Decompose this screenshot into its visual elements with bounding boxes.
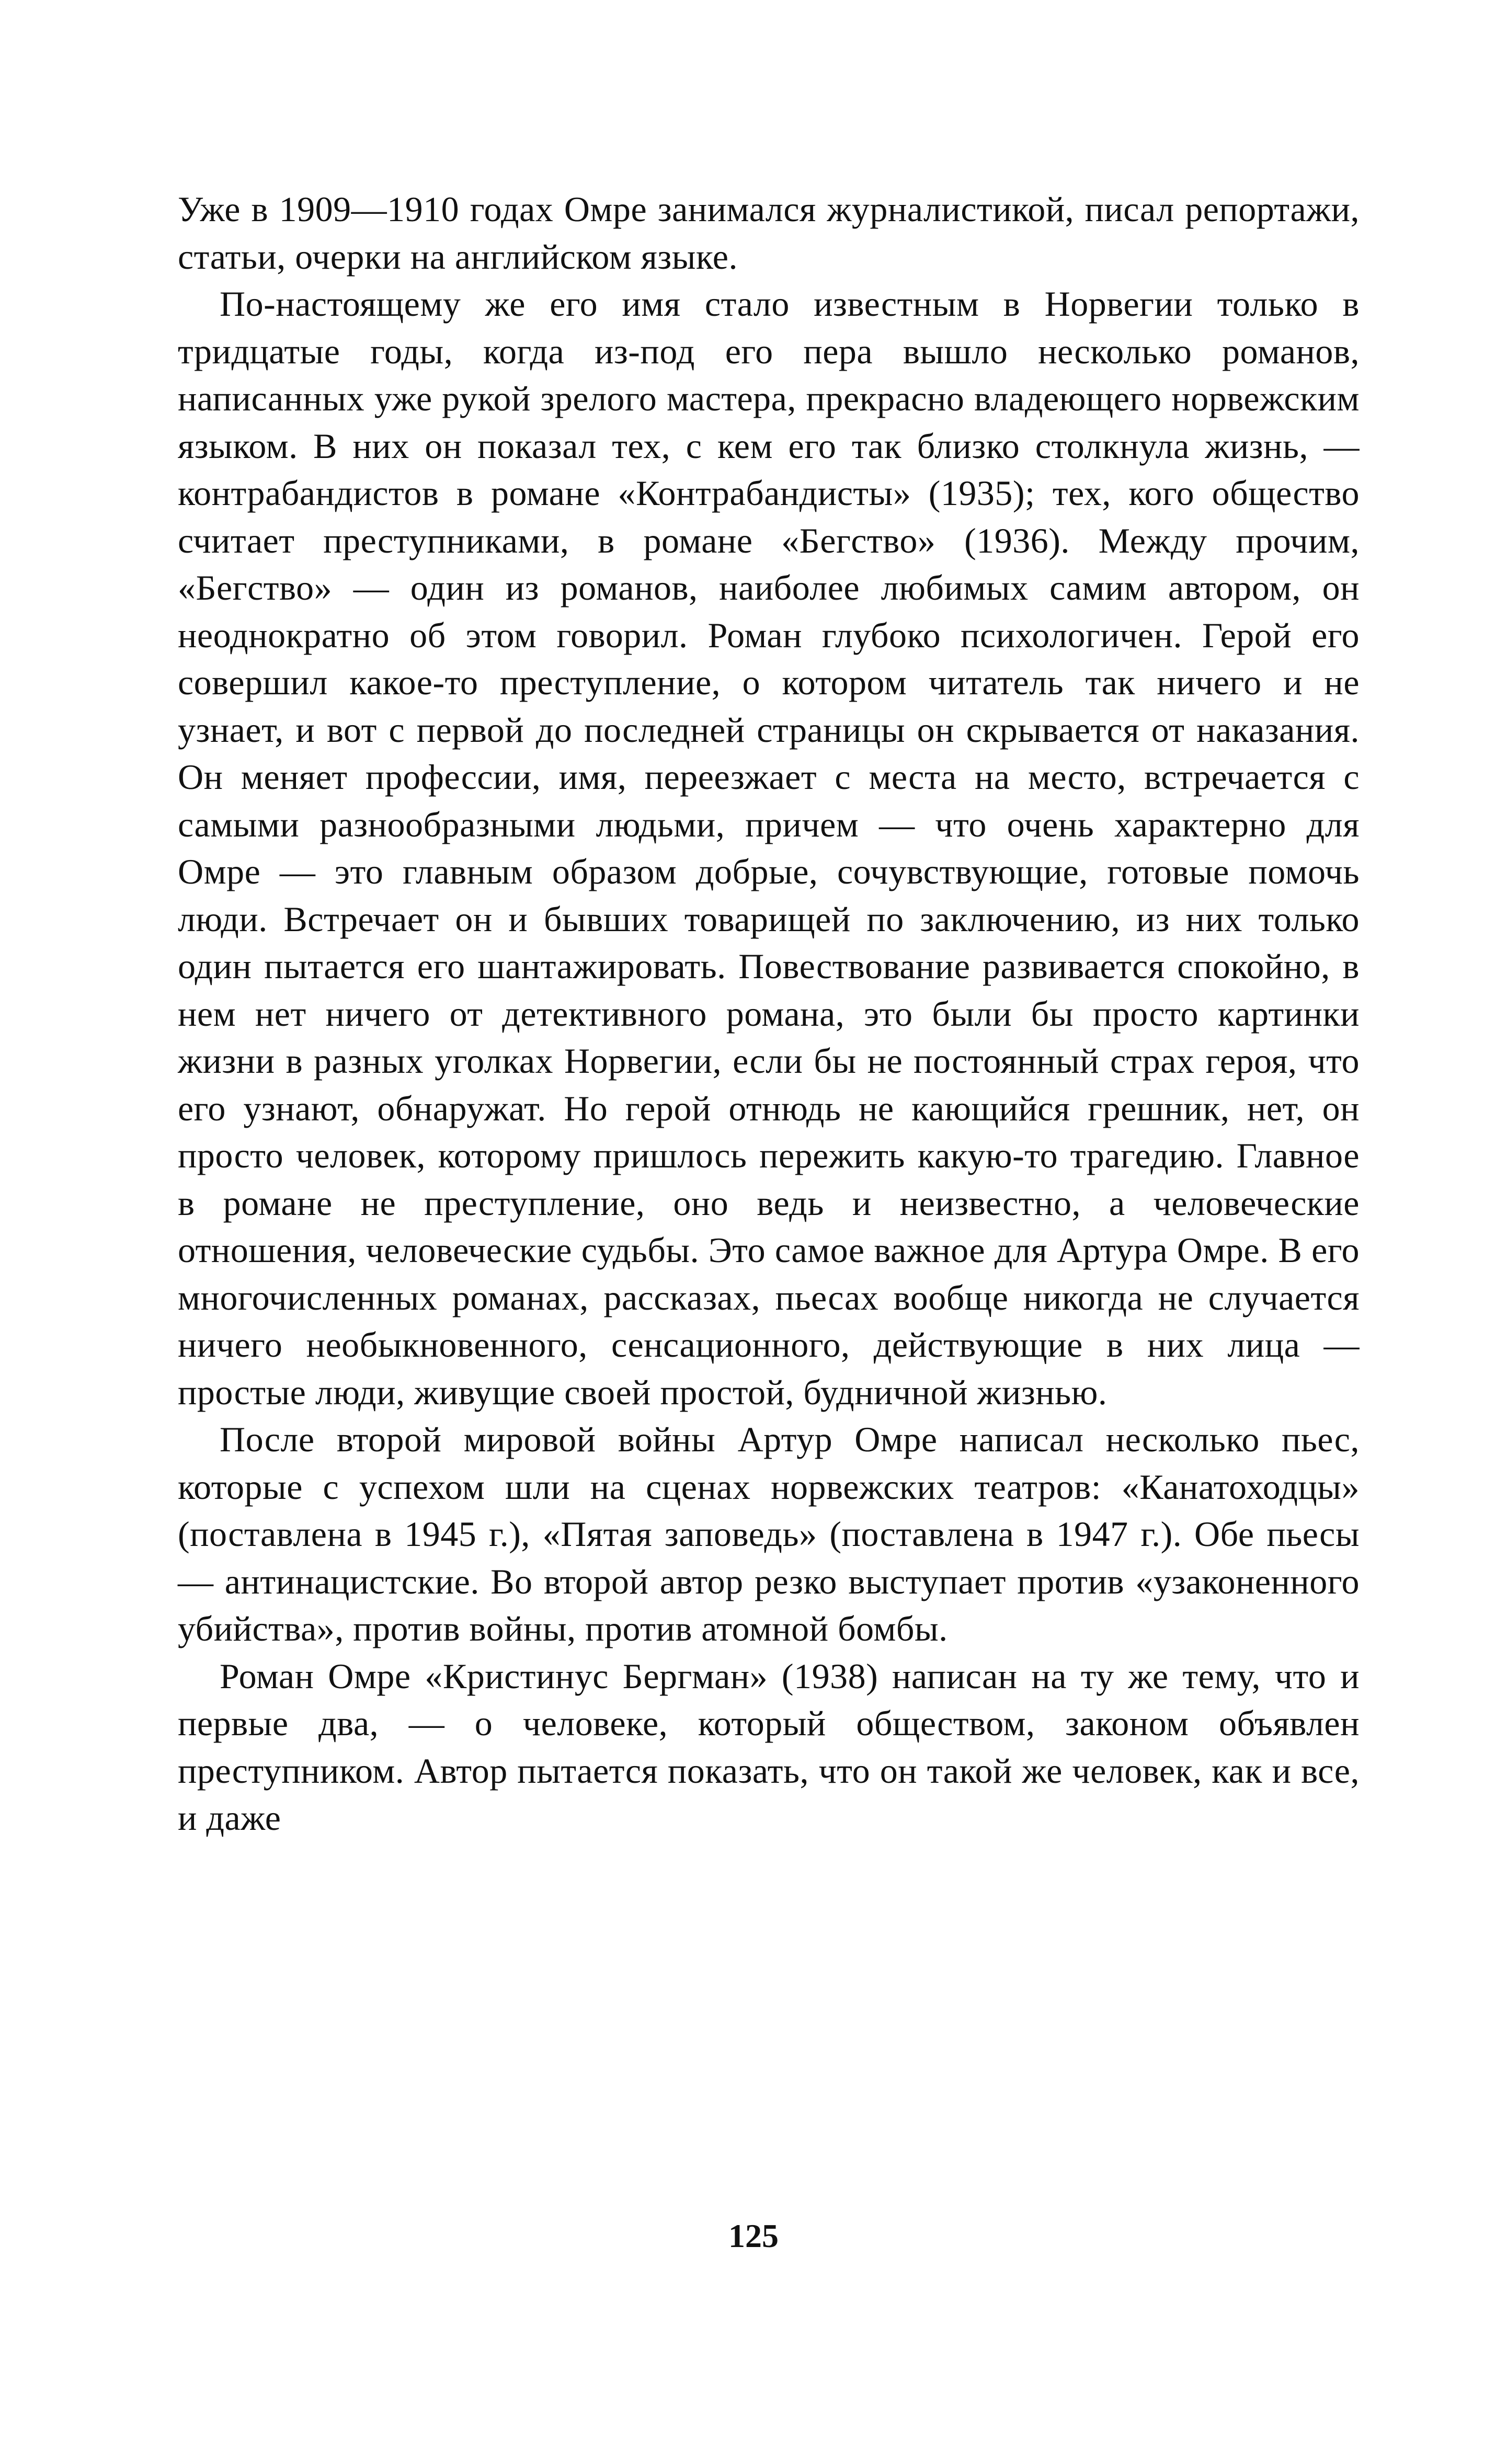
body-text [178, 186, 1360, 1842]
paragraph-1: Уже в 1909—1910 годах Омре занимался журналистикой, писал репортажи, статьи, очерки на английском языке. [178, 189, 1360, 277]
paragraph-3: После второй мировой войны Артур Омре написал несколько пьес, которые с успехом шли на сценах норвежских театров: «Канатоходцы» (поставлена в 1945 г.), «Пятая заповедь» (поставлена в 1947 г.). Обе пьесы — антинацистские. Во второй автор резко выступает против «узаконенного убийства», против войны, против атомной бомбы. [178, 1419, 1360, 1648]
paragraph-4: Роман Омре «Кристинус Бергман» (1938) написан на ту же тему, что и первые два, — о человеке, который обществом, законом объявлен преступником. Автор пытается показать, что он такой же человек, как и все, и даже [178, 1656, 1360, 1838]
page-number: 125 [728, 2217, 779, 2254]
paragraph-2: По-настоящему же его имя стало известным в Норвегии только в тридцатые годы, когда из-под его пера вышло несколько романов, написанных уже рукой зрелого мастера, прекрасно владеющего норвежским языком. В них он показал тех, с кем его так близко столкнула жизнь, — контрабандистов в романе «Контрабандисты» (1935); тех, кого общество считает преступниками, в романе «Бегство» (1936). Между прочим, «Бегство» — один из романов, наиболее любимых самим автором, он неоднократно об этом говорил. Роман глубоко психологичен. Герой его совершил какое-то преступление, о котором читатель так ничего и не узнает, и вот с первой до последней страницы он скрывается от наказания. Он меняет профессии, имя, переезжает с места на место, встречается с самыми разнообразными людьми, причем — что очень характерно для Омре — это главным образом добрые, сочувствующие, готовые помочь люди. Встречает он и бывших товарищей по заключению, из них только один пытается его шантажировать. Повествование развивается спокойно, в нем нет ничего от детективного романа, это были бы просто картинки жизни в разных уголках Норвегии, если бы не постоянный страх героя, что его узнают, обнаружат. Но герой отнюдь не кающийся грешник, нет, он просто человек, которому пришлось пережить какую-то трагедию. Главное в романе не преступление, оно ведь и неизвестно, а человеческие отношения, человеческие судьбы. Это самое важное для Артура Омре. В его многочисленных романах, рассказах, пьесах вообще никогда не случается ничего необыкновенного, сенсационного, действующие в них лица — простые люди, живущие своей простой, будничной жизнью. [178, 284, 1360, 1412]
